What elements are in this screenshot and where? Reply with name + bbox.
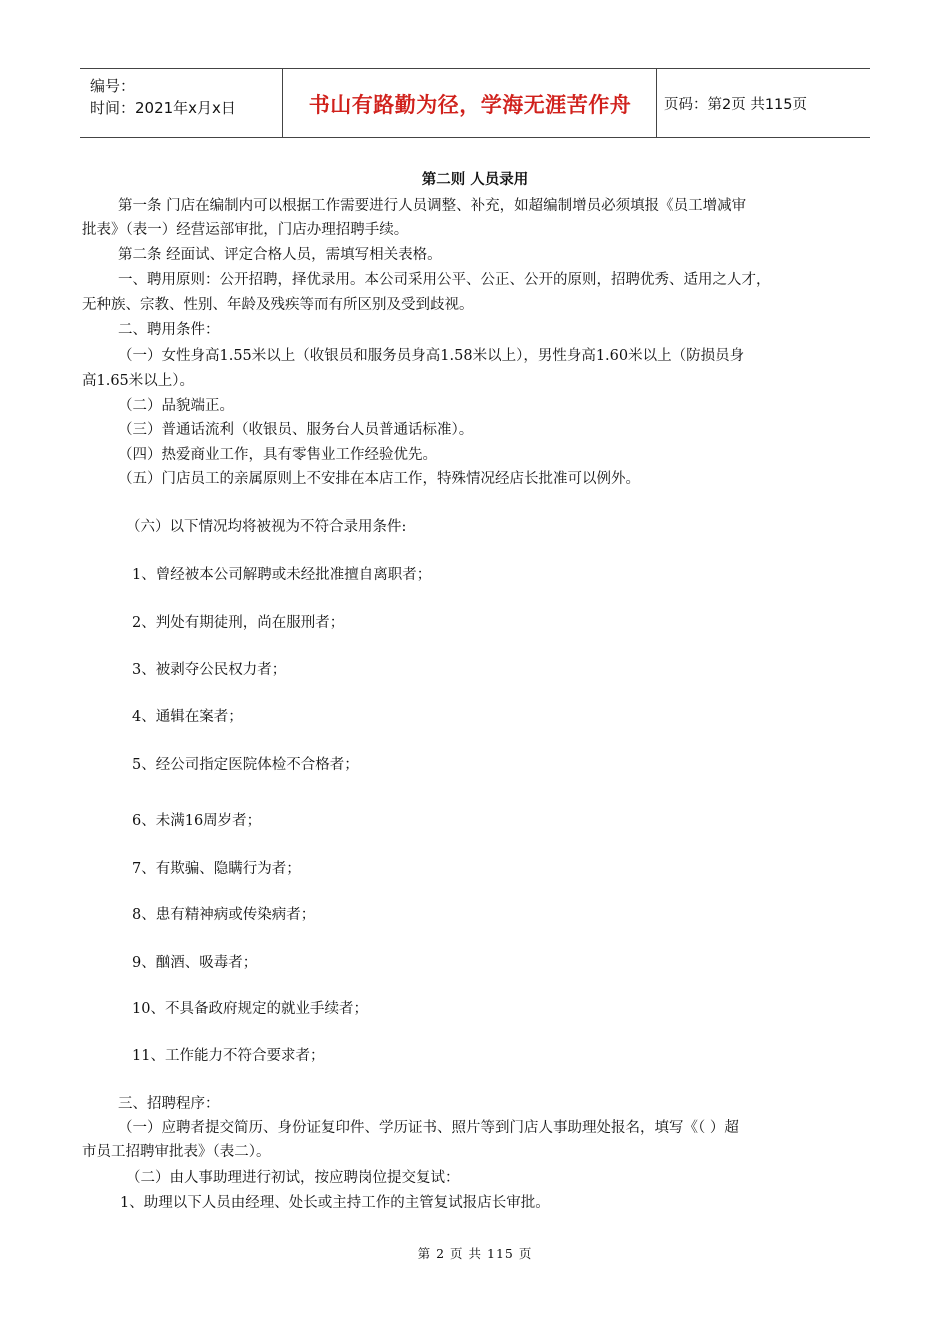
list-item: 3、被剥夺公民权力者；	[132, 662, 287, 678]
paragraph-line: 市员工招聘审批表》（表二）。	[82, 1144, 271, 1160]
section-title: 第二则 人员录用	[421, 172, 529, 188]
paragraph-line: 三、招聘程序：	[118, 1096, 220, 1112]
paragraph-line: 一、聘用原则：公开招聘，择优录用。本公司采用公平、公正、公开的原则，招聘优秀、适用之人才，	[118, 272, 771, 288]
header-meta	[90, 75, 236, 119]
doc-number-label: 编号：	[90, 77, 136, 95]
paragraph-line: 批表》（表一）经营运部审批，门店办理招聘手续。	[82, 222, 409, 238]
paragraph-line: 二、聘用条件：	[118, 322, 220, 338]
paragraph-line: （二）品貌端正。	[118, 398, 234, 414]
paragraph-line: （六）以下情况均将被视为不符合录用条件:	[126, 519, 407, 535]
paragraph-line: （五）门店员工的亲属原则上不安排在本店工作，特殊情况经店长批准可以例外。	[118, 471, 640, 487]
list-item: 1、曾经被本公司解聘或未经批准擅自离职者；	[132, 567, 432, 583]
paragraph-line: 第二条 经面试、评定合格人员，需填写相关表格。	[118, 247, 442, 263]
paragraph-line: 高1.65米以上）。	[82, 373, 195, 389]
paragraph-line: （一）女性身高1.55米以上（收银员和服务员身高1.58米以上），男性身高1.60米以上（防损员身	[118, 348, 745, 364]
list-item: 2、判处有期徒刑，尚在服刑者；	[132, 615, 345, 631]
header-motto: 书山有路勤为径，学海无涯苦作舟	[308, 93, 632, 117]
list-item: 9、酗酒、吸毒者；	[132, 955, 258, 971]
list-item: 11、工作能力不符合要求者；	[132, 1048, 325, 1064]
paragraph-line: 无种族、宗教、性别、年龄及残疾等而有所区别及受到歧视。	[82, 297, 474, 313]
list-item: 8、患有精神病或传染病者；	[132, 907, 316, 923]
header-divider	[656, 69, 657, 137]
list-item: 5、经公司指定医院体检不合格者；	[132, 757, 359, 773]
page-footer: 第 2 页 共 115 页	[417, 1246, 533, 1261]
list-item: 10、不具备政府规定的就业手续者；	[132, 1001, 368, 1017]
list-item: 4、通辑在案者；	[132, 709, 243, 725]
list-item: 7、有欺骗、隐瞒行为者；	[132, 861, 301, 877]
doc-date: 时间：2021年x月x日	[90, 99, 236, 117]
page-header	[80, 68, 870, 138]
paragraph-line: （二）由人事助理进行初试，按应聘岗位提交复试：	[126, 1170, 460, 1186]
paragraph-line: （一）应聘者提交简历、身份证复印件、学历证书、照片等到门店人事助理处报名，填写《（ ）超	[118, 1120, 739, 1136]
paragraph-line: 1、助理以下人员由经理、处长或主持工作的主管复试报店长审批。	[120, 1195, 550, 1211]
header-page-info: 页码：第2页 共115页	[664, 97, 808, 113]
paragraph-line: （三）普通话流利（收银员、服务台人员普通话标准）。	[118, 422, 474, 438]
paragraph-line: 第一条 门店在编制内可以根据工作需要进行人员调整、补充，如超编制增员必须填报《员工增减审	[118, 198, 747, 214]
paragraph-line: （四）热爱商业工作，具有零售业工作经验优先。	[118, 447, 437, 463]
list-item: 6、未满16周岁者；	[132, 813, 262, 829]
